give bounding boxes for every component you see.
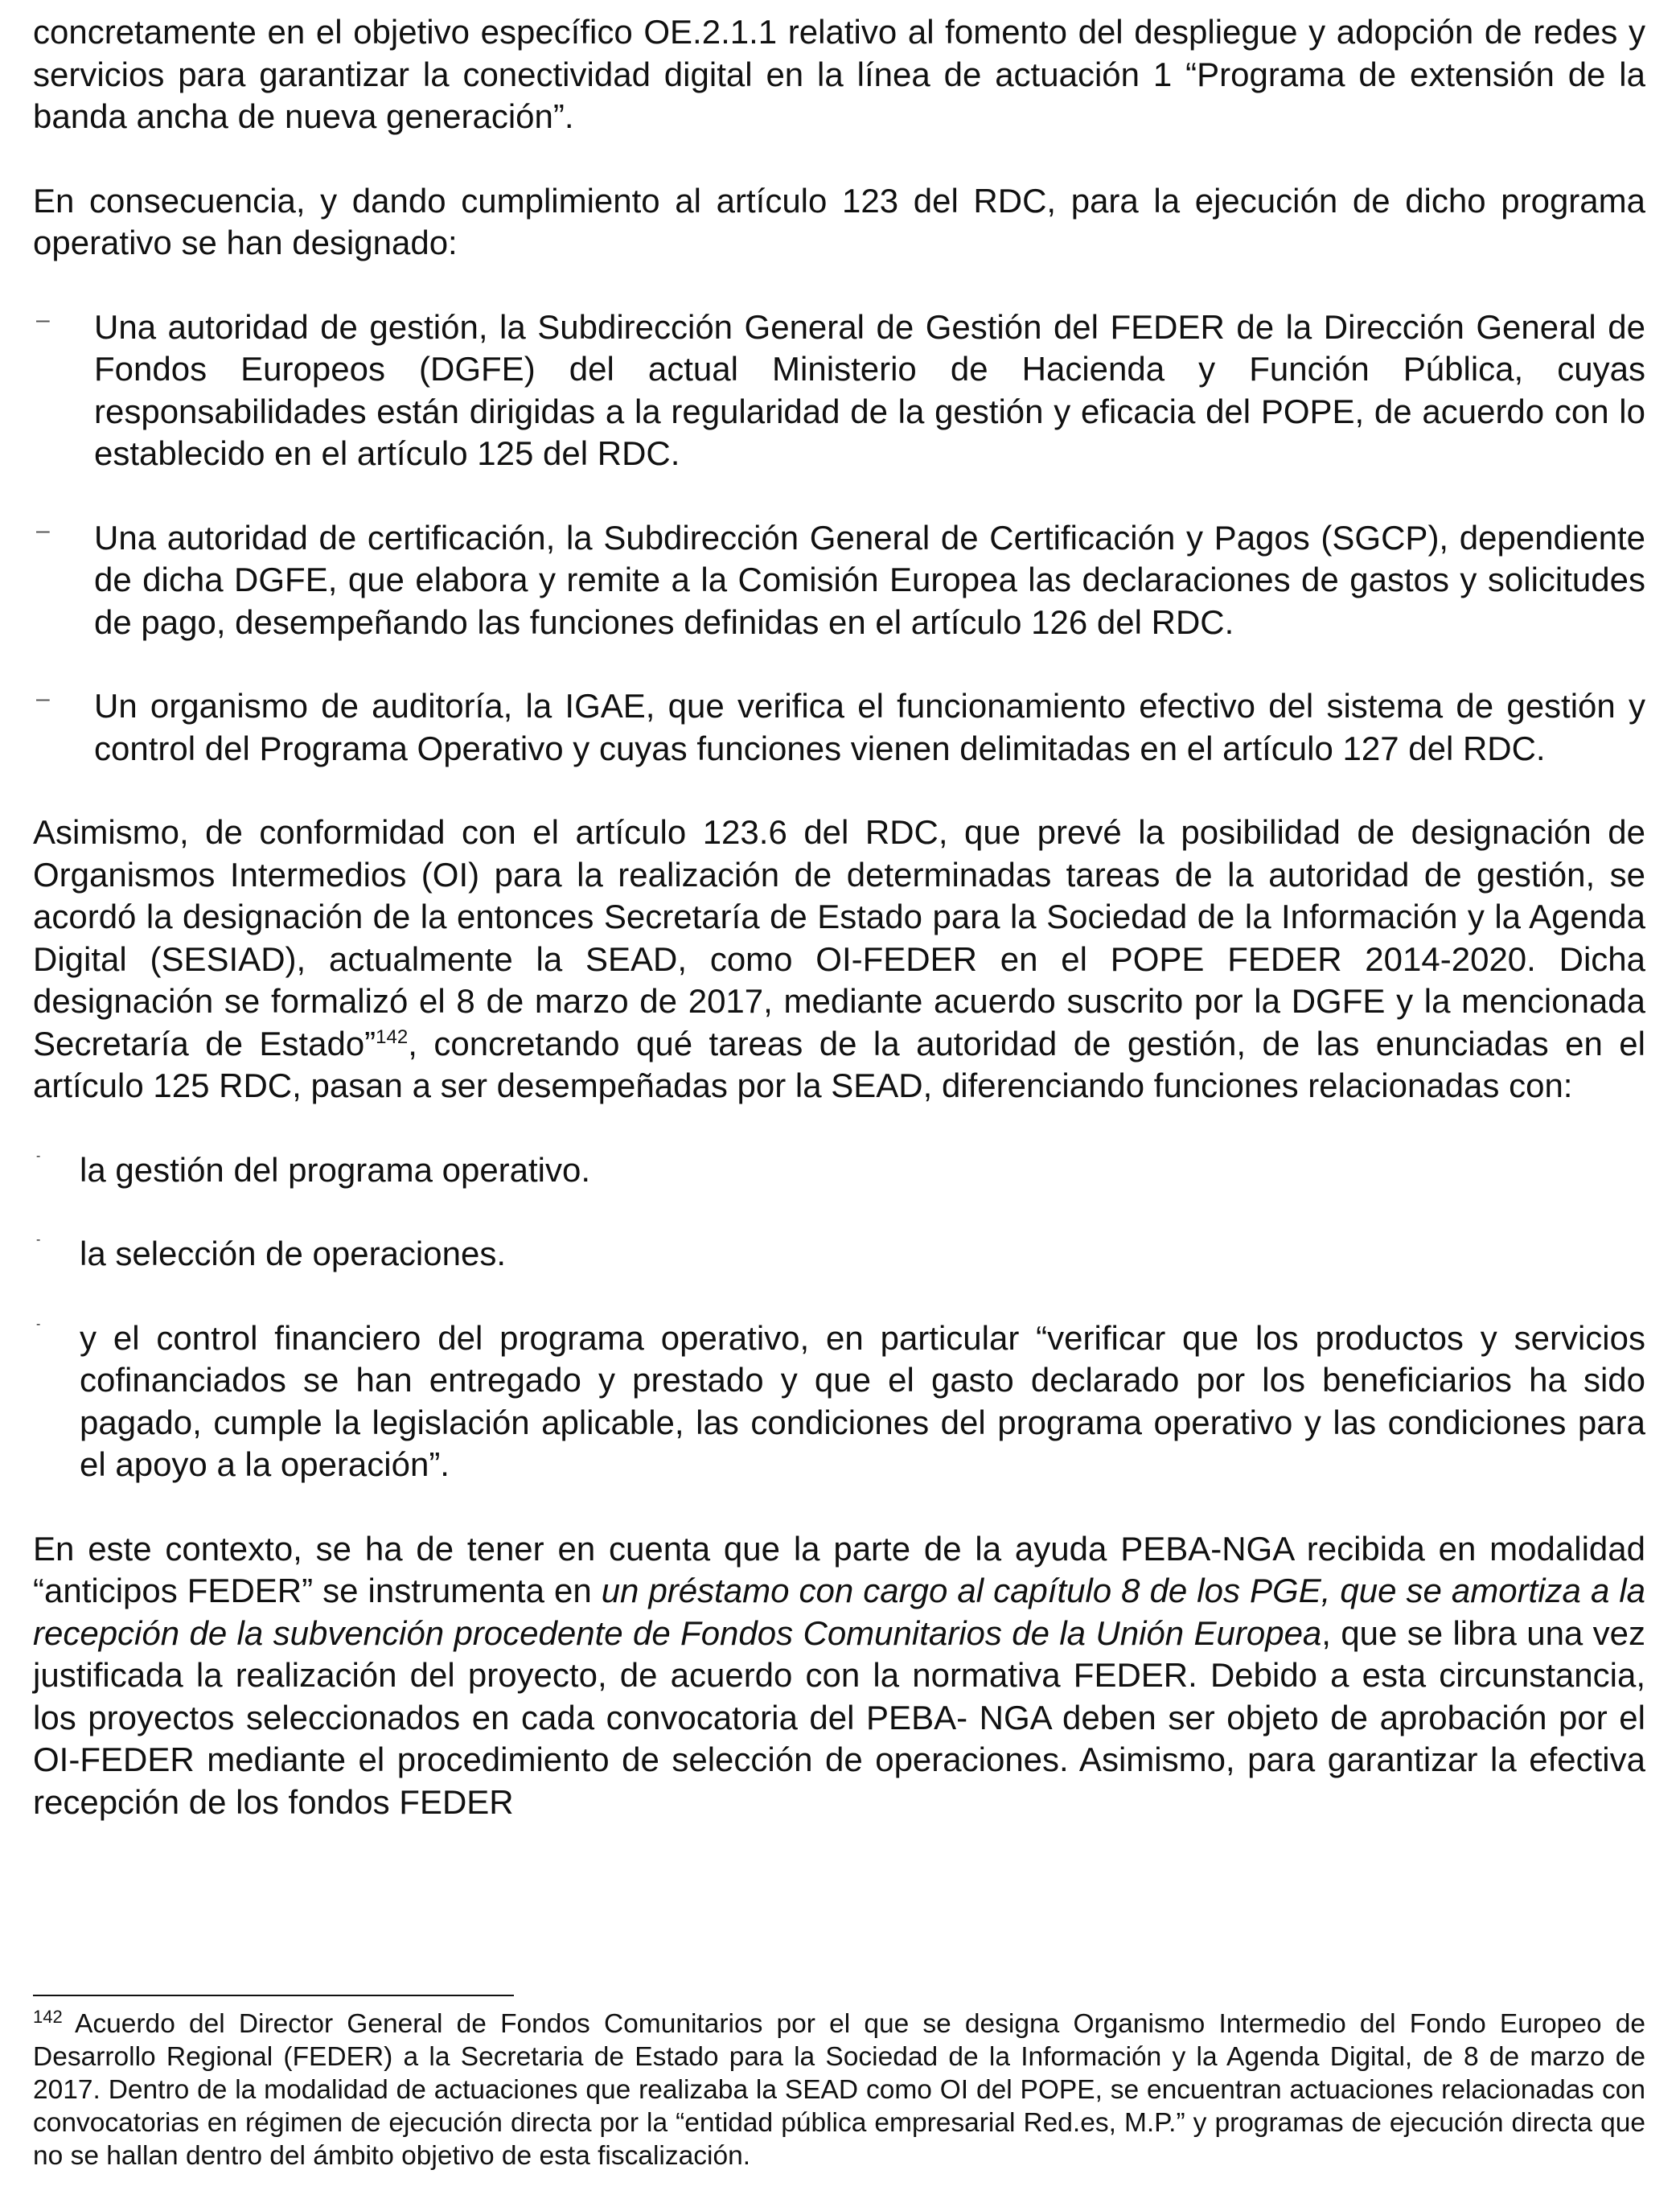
list-hyphen-marker: - — [36, 1233, 41, 1247]
paragraph-organismos-intermedios — [33, 812, 1645, 1108]
list-hyphen-marker: - — [36, 1317, 41, 1331]
paragraph-contexto-anticipos — [33, 1528, 1645, 1824]
list-dash-marker: – — [36, 516, 50, 544]
list-hyphen-marker: - — [36, 1149, 41, 1163]
paragraph-objetivo: concretamente en el objetivo específico OE.2.1.1 relativo al fomento del despliegue y adopción de redes y servicios para garantizar la conectividad digital en la línea de actuación 1 “Programa de extensión de la banda ancha de nueva generación”. — [33, 13, 1645, 135]
paragraph-text-continued: , que se libra una vez justificada la realización del proyecto, de acuerdo con la normativa FEDER. Debido a esta circunstancia, los proyectos seleccionados en cada convocatoria del PEBA- NGA deben ser objeto de aprobación por el OI-FEDER mediante el procedimiento de selección de operaciones. Asimismo, para garantizar la efectiva recepción de los fondos FEDER — [33, 1613, 1645, 1821]
paragraph-designaciones: En consecuencia, y dando cumplimiento al artículo 123 del RDC, para la ejecución de dicho programa operativo se han designado: — [33, 181, 1645, 261]
list-item-text: la selección de operaciones. — [80, 1235, 507, 1272]
list-item-autoridad-certificacion — [33, 517, 1645, 644]
list-item-text: y el control financiero del programa operativo, en particular “verificar que los productos y servicios cofinanciados se han entregado y prestado y que el gasto declarado por los beneficiarios ha sido pagado, cumple la legislación aplicable, las condiciones del programa operativo y las condiciones para el apoyo a la operación”. — [80, 1318, 1645, 1483]
paragraph-text: En este contexto, se ha de tener en cuenta que la parte de la ayuda PEBA-NGA recibida en modalidad “anticipos FEDER” se instrumenta en — [33, 1529, 1645, 1609]
footnote-142 — [33, 2008, 1645, 2172]
document-body — [33, 11, 1645, 1823]
footnote-reference[interactable]: 142 — [376, 1025, 409, 1048]
list-item-control-financiero — [33, 1317, 1645, 1486]
list-item-text: Una autoridad de gestión, la Subdirección General de Gestión del FEDER de la Dirección General de Fondos Europeos (DGFE) del actual Ministerio de Hacienda y Función Pública, cuyas responsabilidades están dirigidas a la regularidad de la gestión y eficacia del POPE, de acuerdo con lo establecido en el artículo 125 del RDC. — [94, 307, 1645, 472]
paragraph-italic-text: un préstamo con cargo al capítulo 8 de los PGE, que se amortiza a la recepción de la subvención procedente de Fondos Comunitarios de la Unión Europea — [33, 1572, 1646, 1652]
footnote-body — [33, 2008, 1645, 2172]
footnote-number: 142 — [33, 2006, 63, 2027]
list-item-autoridad-gestion — [33, 306, 1645, 475]
footnote-text: Acuerdo del Director General de Fondos Comunitarios por el que se designa Organismo Intermedio del Fondo Europeo de Desarrollo Regional (FEDER) a la Secretaria de Estado para la Sociedad de la Información y la Agenda Digital, de 8 de marzo de 2017. Dentro de la modalidad de actuaciones que realizaba la SEAD como OI del POPE, se encuentran actuaciones relacionadas con convocatorias en régimen de ejecución directa por la “entidad pública empresarial Red.es, M.P.” y programas de ejecución directa que no se hallan dentro del ámbito objetivo de esta fiscalización. — [33, 2009, 1645, 2171]
footnote-separator — [33, 1995, 514, 1996]
paragraph-text: Asimismo, de conformidad con el artículo 123.6 del RDC, que prevé la posibilidad de designación de Organismos Intermedios (OI) para la realización de determinadas tareas de la autoridad de gestión, se acordó la designación de la entonces Secretaría de Estado para la Sociedad de la Información y la Agenda Digital (SESIAD), actualmente la SEAD, como OI-FEDER en el POPE FEDER 2014-2020. Dicha designación se formalizó el 8 de marzo de 2017, mediante acuerdo suscrito por la DGFE y la mencionada Secretaría de Estado” — [33, 813, 1645, 1062]
list-item-text: Un organismo de auditoría, la IGAE, que verifica el funcionamiento efectivo del sistema de gestión y control del Programa Operativo y cuyas funciones vienen delimitadas en el artículo 127 del RDC. — [94, 687, 1645, 767]
list-item-seleccion-operaciones — [33, 1233, 1645, 1276]
list-item-text: la gestión del programa operativo. — [80, 1150, 591, 1189]
list-item-gestion-programa — [33, 1149, 1645, 1192]
paragraph-text-continued: , concretando qué tareas de la autoridad de gestión, de las enunciadas en el artículo 125 RDC, pasan a ser desempeñadas por la SEAD, diferenciando funciones relacionadas con: — [33, 1024, 1645, 1104]
list-item-organismo-auditoria — [33, 685, 1645, 770]
list-dash-marker: – — [36, 685, 50, 712]
list-item-text: Una autoridad de certificación, la Subdirección General de Certificación y Pagos (SGCP), dependiente de dicha DGFE, que elabora y remite a la Comisión Europea las declaraciones de gastos y solicitudes de pago, desempeñando las funciones definidas en el artículo 126 del RDC. — [94, 518, 1645, 641]
list-dash-marker: – — [36, 306, 50, 333]
